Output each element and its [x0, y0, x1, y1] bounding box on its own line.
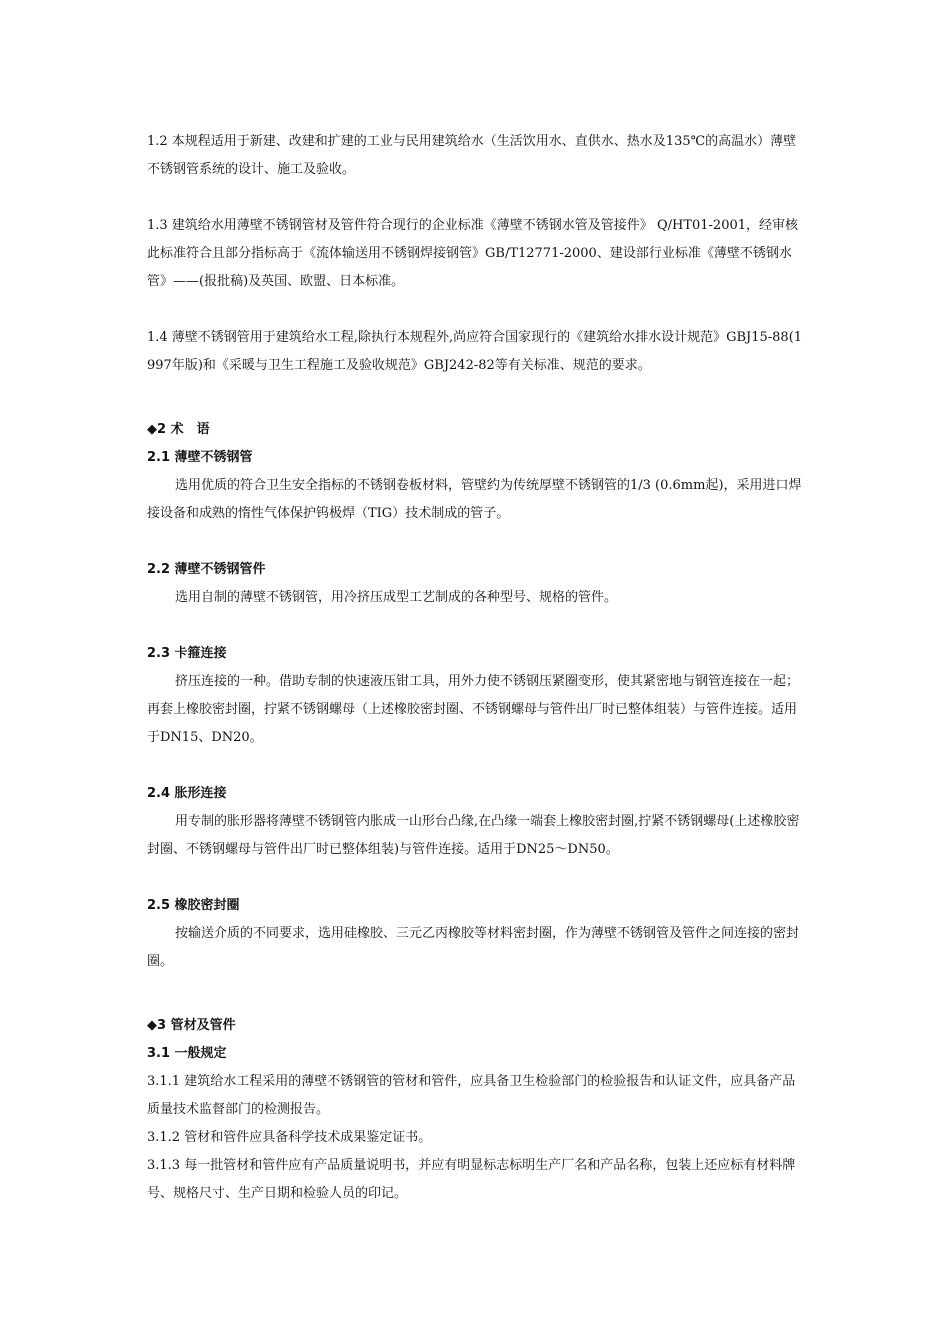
term-2-2-heading: 2.2 薄壁不锈钢管件	[147, 562, 266, 577]
term-2-4-body: 用专制的胀形器将薄壁不锈钢管内胀成一山形台凸缘,在凸缘一端套上橡胶密封圈,拧紧不锈钢螺母(上述橡胶密封圈、不锈钢螺母与管件出厂时已整体组装)与管件连接。适用于DN25～DN50。	[147, 814, 800, 857]
clause-3-1-2: 3.1.2 管材和管件应具备科学技术成果鉴定证书。	[147, 1130, 432, 1145]
term-2-1-body: 选用优质的符合卫生安全指标的不锈钢卷板材料，管壁约为传统厚壁不锈钢管的1/3 (0.6mm起)，采用进口焊接设备和成熟的惰性气体保护钨极焊（TIG）技术制成的管子。	[147, 478, 802, 521]
term-2-3-body: 挤压连接的一种。借助专制的快速液压钳工具，用外力使不锈钢压紧圈变形，使其紧密地与钢管连接在一起；再套上橡胶密封圈，拧紧不锈钢螺母（上述橡胶密封圈、不锈钢螺母与管件出厂时已整体组装）与管件连接。适用于DN15、DN20。	[147, 674, 800, 745]
term-2-4-heading: 2.4 胀形连接	[147, 786, 227, 801]
clause-1-4: 1.4 薄壁不锈钢管用于建筑给水工程,除执行本规程外,尚应符合国家现行的《建筑给水排水设计规范》GBJ15-88(1997年版)和《采暖与卫生工程施工及验收规范》GBJ242-82等有关标准、规范的要求。	[147, 330, 803, 373]
subsection-3-1-title: 3.1 一般规定	[147, 1046, 227, 1061]
term-2-1-heading: 2.1 薄壁不锈钢管	[147, 450, 253, 465]
clause-3-1-1: 3.1.1 建筑给水工程采用的薄壁不锈钢管的管材和管件，应具备卫生检验部门的检验报告和认证文件，应具备产品质量技术监督部门的检测报告。	[147, 1074, 796, 1117]
section-3-title: ◆3 管材及管件	[147, 1018, 236, 1033]
term-2-5-heading: 2.5 橡胶密封圈	[147, 898, 240, 913]
document-page	[147, 128, 807, 1208]
section-2-title: ◆2 术 语	[147, 422, 210, 437]
clause-1-3: 1.3 建筑给水用薄壁不锈钢管材及管件符合现行的企业标准《薄壁不锈钢水管及管接件》 Q/HT01-2001，经审核此标准符合且部分指标高于《流体输送用不锈钢焊接钢管》GB/T12771-2000、建设部行业标准《薄壁不锈钢水管》——(报批稿)及英国、欧盟、日本标准。	[147, 218, 799, 289]
term-2-5-body: 按输送介质的不同要求，选用硅橡胶、三元乙丙橡胶等材料密封圈，作为薄壁不锈钢管及管件之间连接的密封圈。	[147, 926, 800, 969]
clause-1-2: 1.2 本规程适用于新建、改建和扩建的工业与民用建筑给水（生活饮用水、直供水、热水及135℃的高温水）薄壁不锈钢管系统的设计、施工及验收。	[147, 134, 797, 177]
term-2-3-heading: 2.3 卡箍连接	[147, 646, 227, 661]
term-2-2-body: 选用自制的薄壁不锈钢管，用冷挤压成型工艺制成的各种型号、规格的管件。	[175, 590, 618, 605]
clause-3-1-3: 3.1.3 每一批管材和管件应有产品质量说明书，并应有明显标志标明生产厂名和产品名称，包装上还应标有材料牌号、规格尺寸、生产日期和检验人员的印记。	[147, 1158, 796, 1201]
